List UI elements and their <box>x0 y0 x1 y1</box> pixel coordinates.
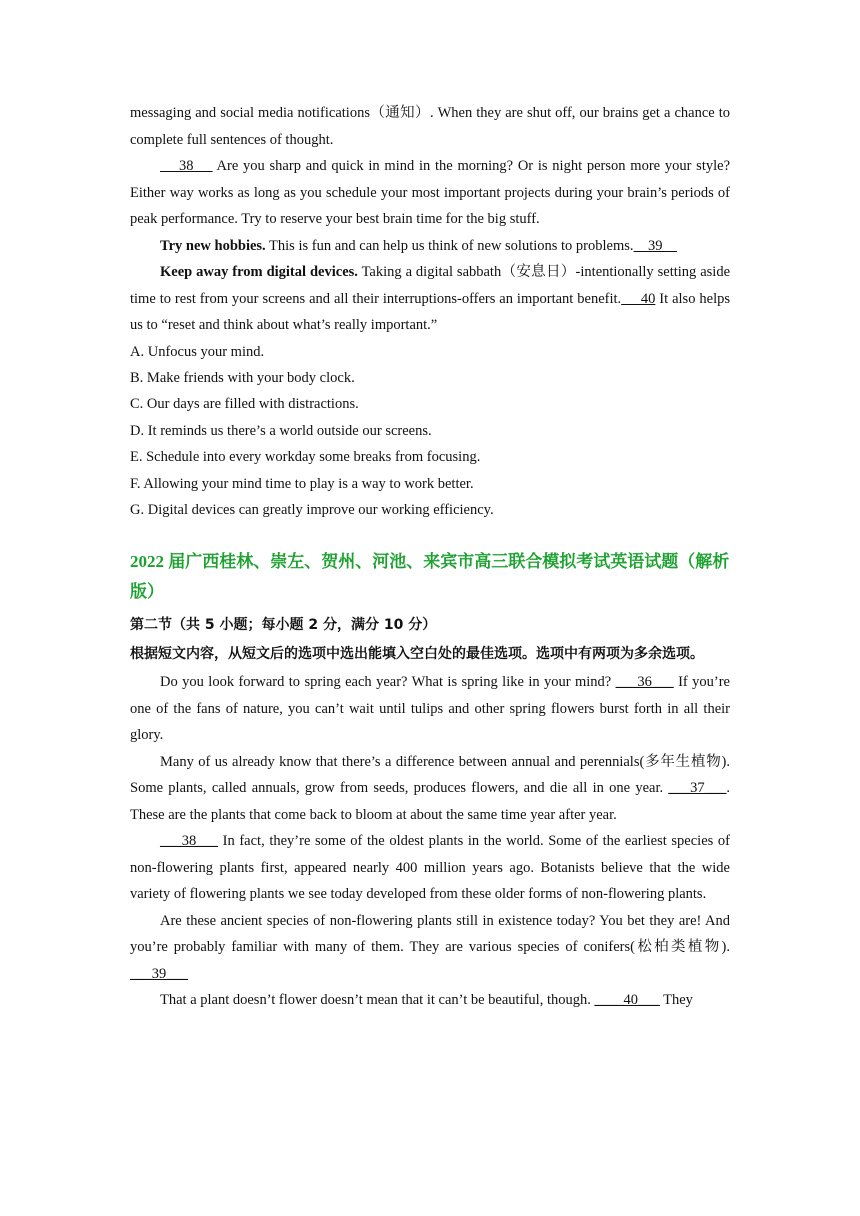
paragraph-text: Are you sharp and quick in mind in the morning? Or is night person more your style? Either way works as long as you schedule your most important projects during your brain’s periods of peak performance. Try to reserve your best brain time for the big stuff. <box>130 158 730 227</box>
section-heading: 第二节（共 5 小题；每小题 2 分，满分 10 分） <box>130 617 437 634</box>
option-item: A. Unfocus your mind. <box>130 343 265 360</box>
paragraph <box>130 233 730 260</box>
blank-37: ___37___ <box>668 780 727 797</box>
paragraph-text: This is fun and can help us think of new solutions to problems. <box>265 237 634 254</box>
paragraph-text: In fact, they’re some of the oldest plants in the world. Some of the earliest species of non-flowering plants first, appeared nearly 400 million years ago. Botanists believe that the wide variety of flowering plants we see today developed from these older forms of non-flowering plants. <box>130 833 730 903</box>
paragraph <box>130 259 730 339</box>
blank-39: ___39___ <box>130 965 188 982</box>
paragraph-text: Taking a digital sabbath（安息日）-intentionally setting aside time to rest from your screens and all their interruptions-offers an important benefit. <box>130 264 731 307</box>
blank-39: 39 <box>633 237 678 254</box>
paragraph-text: If you’re one of the fans of nature, you can’t wait until tulips and other spring flowers burst forth in all their glory. <box>130 674 730 744</box>
paragraph <box>130 908 730 988</box>
paragraph <box>130 153 730 233</box>
exam-title: 2022 届广西桂林、崇左、贺州、河池、来宾市高三联合模拟考试英语试题（解析版） <box>130 552 730 602</box>
paragraph-text: They <box>659 992 693 1009</box>
paragraph <box>130 987 730 1014</box>
document-content <box>130 100 730 1014</box>
paragraph <box>130 100 730 153</box>
paragraph-text: Do you look forward to spring each year? What is spring like in your mind? <box>160 674 616 691</box>
paragraph-text: Are these ancient species of non-flowering plants still in existence today? You bet they are! And you’re probably familiar with many of them. They are various species of conifers(松柏类植物). <box>130 912 730 956</box>
blank-40: 40 <box>621 290 656 307</box>
paragraph-text: . These are the plants that come back to bloom at about the same time year after year. <box>130 780 730 823</box>
paragraph <box>130 669 730 749</box>
paragraph <box>130 828 730 908</box>
option-item: E. Schedule into every workday some breaks from focusing. <box>130 449 481 466</box>
option-item: F. Allowing your mind time to play is a way to work better. <box>130 475 474 492</box>
paragraph-text: It also helps us to “reset and think about what’s really important.” <box>130 290 730 333</box>
blank-40: ____40___ <box>594 992 660 1009</box>
option-item: C. Our days are filled with distractions. <box>130 396 359 413</box>
option-item: G. Digital devices can greatly improve our working efficiency. <box>130 501 494 518</box>
instruction-text: 根据短文内容，从短文后的选项中选出能填入空白处的最佳选项。选项中有两项为多余选项。 <box>130 646 704 663</box>
paragraph-text: That a plant doesn’t flower doesn’t mean that it can’t be beautiful, though. <box>160 992 595 1009</box>
heading-inline: Try new hobbies. <box>160 237 266 254</box>
option-list <box>130 339 730 524</box>
paragraph-text: messaging and social media notifications（通知）. When they are shut off, our brains get a chance to complete full sentences of thought. <box>130 105 730 148</box>
blank-36: ___36___ <box>615 674 674 691</box>
option-item: D. It reminds us there’s a world outside our screens. <box>130 422 432 439</box>
option-item: B. Make friends with your body clock. <box>130 369 355 386</box>
heading-inline: Keep away from digital devices. <box>160 264 358 280</box>
paragraph-text: Many of us already know that there’s a difference between annual and perennials(多年生植物). Some plants, called annuals, grow from seeds, produces flowers, and die all in one year. <box>130 753 730 797</box>
paragraph <box>130 749 730 829</box>
blank-38: 38 <box>160 158 213 174</box>
blank-38: ___38___ <box>160 833 218 850</box>
